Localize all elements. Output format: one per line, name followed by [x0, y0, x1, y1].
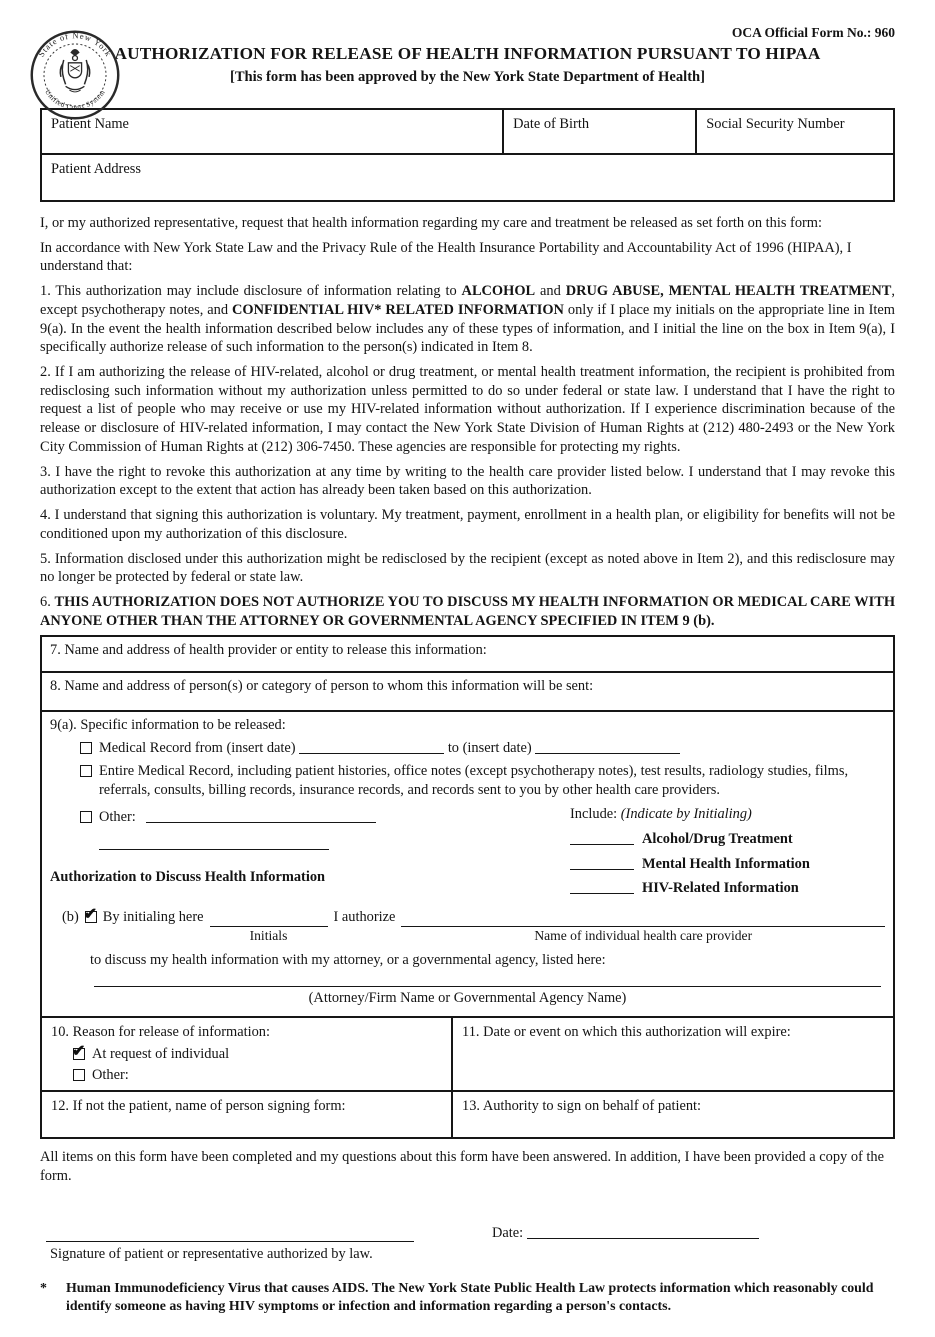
hiv-initials-blank[interactable]: [570, 879, 634, 894]
item-6-paragraph: 6. THIS AUTHORIZATION DOES NOT AUTHORIZE YOU TO DISCUSS MY HEALTH INFORMATION OR MEDICAL CARE WITH ANYONE OTHER THAN THE ATTORNEY OR GOVERNMENTAL AGENCY SPECIFIED IN ITEM 9 (b).: [40, 593, 896, 629]
include-instruction: (Indicate by Initialing): [620, 806, 752, 823]
patient-name-label: Patient Name: [51, 116, 129, 132]
medical-record-to-label: to (insert date): [447, 740, 532, 757]
discuss-heading: Authorization to Discuss Health Information: [50, 868, 326, 885]
other-and-include-columns: [50, 804, 885, 898]
item-1-paragraph: 1. This authorization may include disclosure of information relating to ALCOHOL and DRUG ABUSE, MENTAL HEALTH TREATMENT, except psychotherapy notes, and CONFIDENTIAL HIV* RELATED INFORMATION only if I place my initials on the appropriate line in Item 9(a). In the event the health information described below includes any of these types of information, and I initial the line on the box in Item 9(a), I specifically authorize release of such information to the person(s) indicated in Item 8.: [40, 283, 896, 356]
item-9a-label: 9(a). Specific information to be released:: [50, 717, 286, 734]
item-9b-row: [62, 908, 885, 944]
date-blank[interactable]: [527, 1224, 759, 1239]
form-title: AUTHORIZATION FOR RELEASE OF HEALTH INFORMATION PURSUANT TO HIPAA: [114, 43, 821, 63]
initial-line-alcohol: Alcohol/Drug Treatment: [570, 830, 885, 849]
form-subtitle: [This form has been approved by the New York State Department of Health]: [229, 68, 706, 85]
initial-line-hiv: HIV-Related Information: [570, 879, 885, 898]
initials-blank[interactable]: [210, 912, 328, 927]
ssn-field[interactable]: [697, 110, 893, 155]
patient-info-table: [40, 108, 895, 202]
other-option: [80, 808, 570, 827]
item-8-box[interactable]: [40, 671, 895, 712]
date-label: Date:: [492, 1224, 524, 1241]
item-7-box[interactable]: [40, 635, 895, 673]
entire-record-label: Entire Medical Record, including patient histories, office notes (except psychotherapy notes), test results, radiology studies, films, referrals, consults, billing records, insurance records, and records sent to you by other health care providers.: [99, 762, 849, 798]
at-request-checkbox[interactable]: [73, 1048, 85, 1060]
item-10-option-request: ✔ At request of individual: [73, 1045, 442, 1064]
patient-address-label: Patient Address: [51, 161, 141, 177]
medical-record-to-date-blank[interactable]: [535, 739, 680, 754]
accordance-paragraph: In accordance with New York State Law and the Privacy Rule of the Health Insurance Portability and Accountability Act of 1996 (HIPAA), I understand that:: [40, 239, 852, 275]
item-10-cell: [42, 1018, 453, 1092]
by-initialing-label: By initialing here: [102, 909, 204, 926]
initials-caption: Initials: [249, 927, 288, 943]
form-header: [35, 24, 895, 112]
medical-record-from-date-blank[interactable]: [299, 739, 444, 754]
item-9b-prefix: (b): [62, 909, 79, 926]
item-12-cell[interactable]: [42, 1092, 453, 1137]
signature-row: [40, 1224, 895, 1243]
item-13-cell[interactable]: [453, 1092, 893, 1137]
item-2-paragraph: 2. If I am authorizing the release of HIV-related, alcohol or drug treatment, or mental health treatment information, the recipient is prohibited from redisclosing such information without my authorization unless permitted to do so under federal or state law. I understand that I have the right to request a list of people who may receive or use my HIV-related information without authorization. If I experience discrimination because of the release or disclosure of HIV-related information, I may contact the New York State Division of Human Rights at (212) 480-2493 or the New York City Commission of Human Rights at (212) 306-7450. These agencies are responsible for protecting my rights.: [40, 364, 895, 455]
item-4-paragraph: 4. I understand that signing this authorization is voluntary. My treatment, payment, enrollment in a health plan, or eligibility for benefits will not be conditioned upon my authorization of this disclosure.: [40, 507, 895, 542]
signature-blank[interactable]: [46, 1227, 414, 1242]
i-authorize-label: I authorize: [333, 909, 396, 926]
svg-text:State of New York: State of New York: [35, 30, 115, 59]
include-label: Include:: [570, 806, 621, 823]
include-initialing-block: [570, 804, 885, 898]
discuss-with-attorney-text: to discuss my health information with my attorney, or a governmental agency, listed here:: [90, 951, 606, 968]
date-of-birth-label: Date of Birth: [513, 116, 590, 132]
attorney-name-blank[interactable]: [94, 985, 881, 987]
entire-record-option: [80, 762, 885, 799]
item-9-box: [40, 710, 895, 1018]
provider-name-blank[interactable]: [401, 912, 885, 927]
item-5-paragraph: 5. Information disclosed under this authorization might be redisclosed by the recipient (except as noted above in Item 2), and this redisclosure may no longer be protected by federal or state law.: [40, 550, 895, 586]
ssn-label: Social Security Number: [706, 116, 845, 132]
item-3-paragraph: 3. I have the right to revoke this authorization at any time by writing to the health care provider listed below. I understand that I may revoke this authorization except to the extent that action has already been taken based on this authorization.: [40, 463, 895, 499]
medical-record-option: [80, 739, 885, 758]
medical-record-label: Medical Record from (insert date): [99, 740, 296, 757]
alcohol-initials-blank[interactable]: [570, 830, 634, 845]
entire-record-checkbox[interactable]: [80, 765, 92, 777]
hiv-footnote: [40, 1280, 895, 1317]
item-13-label: 13. Authority to sign on behalf of patient:: [462, 1098, 702, 1115]
signature-caption: Signature of patient or representative authorized by law.: [50, 1246, 373, 1263]
other-text-blank[interactable]: [146, 808, 376, 823]
footnote-asterisk: *: [40, 1280, 47, 1296]
reason-other-checkbox[interactable]: [73, 1069, 85, 1081]
form-number: OCA Official Form No.: 960: [731, 25, 895, 40]
boxed-items: [40, 635, 895, 1139]
other-label: Other:: [99, 809, 136, 826]
medical-record-checkbox[interactable]: [80, 742, 92, 754]
item-10-label: 10. Reason for release of information:: [51, 1023, 270, 1040]
items-10-13-table: [40, 1016, 895, 1139]
patient-address-field[interactable]: [42, 155, 893, 200]
other-text-blank-2[interactable]: [99, 835, 329, 850]
item-10-option-other: Other:: [73, 1066, 442, 1085]
item-9b-checkbox[interactable]: [85, 911, 97, 923]
other-checkbox[interactable]: [80, 811, 92, 823]
item-11-label: 11. Date or event on which this authorization will expire:: [462, 1023, 791, 1040]
item-12-label: 12. If not the patient, name of person signing form:: [51, 1098, 346, 1115]
attorney-caption: (Attorney/Firm Name or Governmental Agency Name): [308, 990, 627, 1007]
intro-paragraph: I, or my authorized representative, request that health information regarding my care and treatment be released as set forth on this form:: [40, 215, 822, 231]
mental-initials-blank[interactable]: [570, 855, 634, 870]
item-11-cell[interactable]: [453, 1018, 893, 1092]
ny-court-seal-icon: [28, 28, 122, 122]
initial-line-mental: Mental Health Information: [570, 855, 885, 874]
item-8-label: 8. Name and address of person(s) or category of person to whom this information will be sent:: [50, 678, 594, 695]
date-of-birth-field[interactable]: [504, 110, 697, 155]
item-7-label: 7. Name and address of health provider or entity to release this information:: [50, 642, 487, 659]
svg-text:Unified Court System: Unified Court System: [43, 88, 107, 112]
provider-caption: Name of individual health care provider: [534, 927, 753, 943]
footnote-text: Human Immunodeficiency Virus that causes AIDS. The New York State Public Health Law protects information which reasonably could identify someone as having HIV symptoms or infection and information regarding a person's contacts.: [66, 1280, 874, 1315]
closing-statement: All items on this form have been completed and my questions about this form have been answered. In addition, I have been provided a copy of the form.: [40, 1149, 885, 1184]
